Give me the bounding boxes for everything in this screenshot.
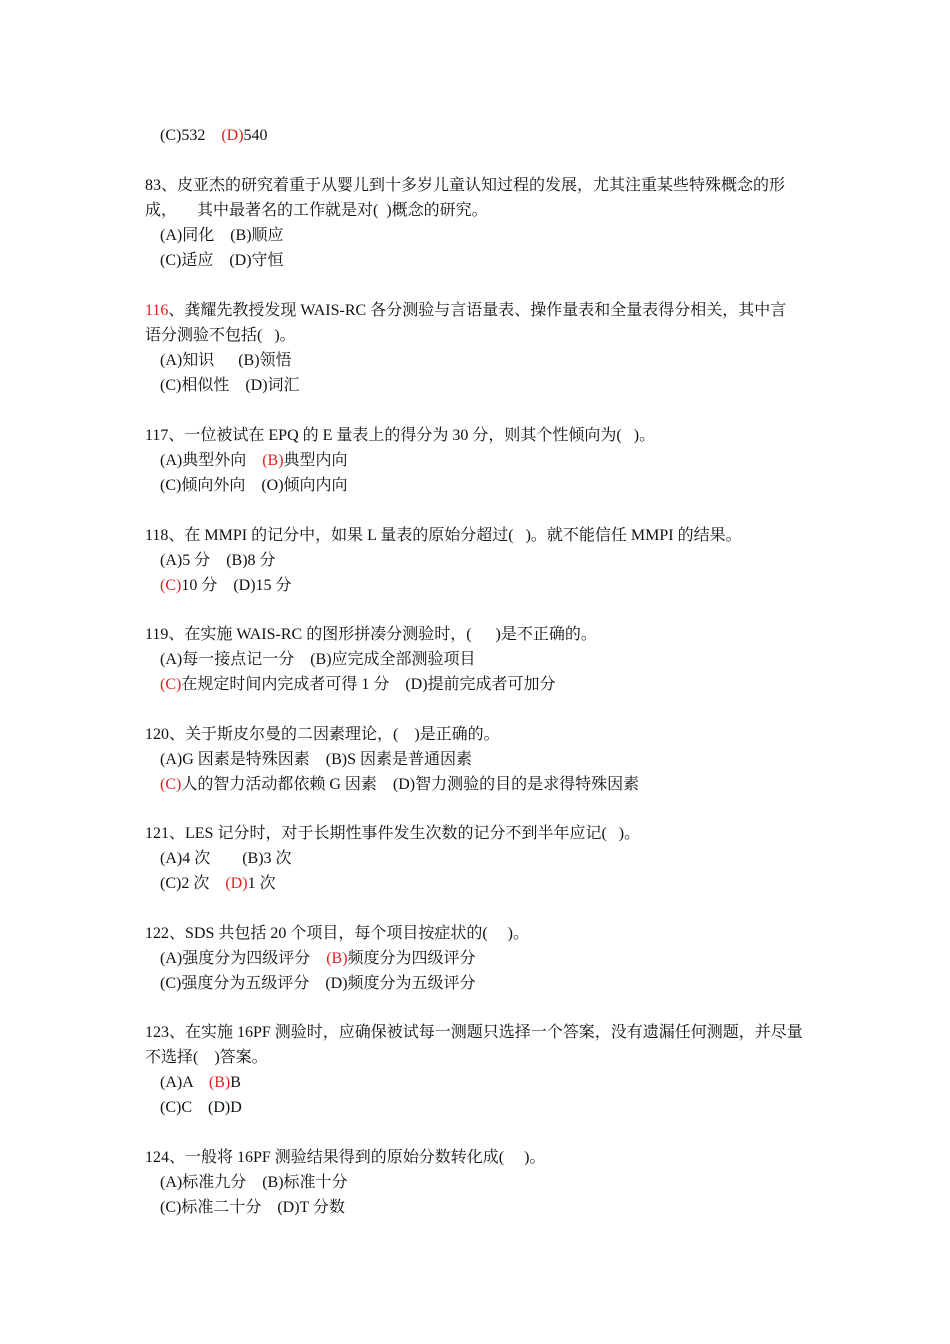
q83-option-c: (C)适应	[160, 252, 214, 269]
q120-options-cd	[160, 775, 639, 795]
q118-option-d: (D)15 分	[233, 577, 292, 594]
q124-option-d: (D)T 分数	[277, 1199, 346, 1216]
q124-options-ab	[160, 1173, 348, 1193]
q119-question: 119、在实施 WAIS-RC 的图形拼凑分测验时，( )是不正确的。	[145, 626, 597, 643]
q83-question-line2: 成， 其中最著名的工作就是对( )概念的研究。	[145, 202, 488, 219]
q124-options-cd	[160, 1198, 345, 1218]
q119-option-c-key: (C)	[160, 676, 182, 693]
q123-question-line2: 不选择( )答案。	[145, 1049, 268, 1066]
q123-option-d: (D)D	[208, 1099, 242, 1116]
q124-option-a: (A)标准九分	[160, 1174, 247, 1191]
q118-option-c-text: 10 分	[181, 577, 218, 594]
q116-option-d: (D)词汇	[245, 377, 300, 394]
q118-option-c-key: (C)	[160, 577, 182, 594]
q124-option-c: (C)标准二十分	[160, 1199, 262, 1216]
q122-option-b-key: (B)	[326, 950, 348, 967]
q83-option-b: (B)顺应	[230, 227, 284, 244]
q122-options-ab	[160, 949, 476, 969]
q122-option-c: (C)强度分为五级评分	[160, 975, 310, 992]
q121-question: 121、LES 记分时，对于长期性事件发生次数的记分不到半年应记( )。	[145, 825, 641, 842]
q117-option-c: (C)倾向外向	[160, 477, 246, 494]
q82-options-cd	[160, 126, 268, 146]
q82-option-d-text: 540	[243, 127, 268, 144]
q118-option-a: (A)5 分	[160, 552, 211, 569]
q116-number: 116	[145, 302, 169, 319]
q119-option-c-text: 在规定时间内完成者可得 1 分	[181, 676, 390, 693]
q122-options-cd	[160, 974, 476, 994]
q83-option-a: (A)同化	[160, 227, 215, 244]
q117-options-ab	[160, 451, 348, 471]
q122-option-d: (D)频度分为五级评分	[325, 975, 476, 992]
q120-option-d: (D)智力测验的目的是求得特殊因素	[392, 776, 640, 793]
q122-option-b-text: 频度分为四级评分	[347, 950, 476, 967]
q121-options-cd	[160, 874, 276, 894]
q117-option-d: (O)倾向内向	[261, 477, 348, 494]
q121-option-a: (A)4 次	[160, 850, 211, 867]
q116-options-ab	[160, 351, 292, 371]
q119-option-b: (B)应完成全部测验项目	[310, 651, 476, 668]
q123-option-a: (A)A	[160, 1074, 193, 1091]
q117-option-a: (A)典型外向	[160, 452, 247, 469]
q124-option-b: (B)标准十分	[262, 1174, 348, 1191]
q122-option-a: (A)强度分为四级评分	[160, 950, 311, 967]
q119-option-d: (D)提前完成者可加分	[405, 676, 556, 693]
q119-options-ab	[160, 650, 476, 670]
q123-option-b-key: (B)	[208, 1074, 231, 1091]
q120-options-ab	[160, 750, 472, 770]
q116-line1-text: 、龚耀先教授发现 WAIS-RC 各分测验与言语量表、操作量表和全量表得分相关，其中言	[168, 302, 787, 319]
q120-question: 120、关于斯皮尔曼的二因素理论，( )是正确的。	[145, 726, 500, 743]
q117-question: 117、一位被试在 EPQ 的 E 量表上的得分为 30 分，则其个性倾向为( )。	[145, 427, 656, 444]
q120-option-c-key: (C)	[160, 776, 182, 793]
q117-options-cd	[160, 476, 348, 496]
q83-option-d: (D)守恒	[229, 252, 284, 269]
q116-option-a: (A)知识	[160, 352, 215, 369]
q121-option-c: (C)2 次	[160, 875, 210, 892]
q116-question-line1	[145, 301, 786, 321]
q121-options-ab	[160, 849, 292, 869]
q121-option-b: (B)3 次	[242, 850, 292, 867]
q116-options-cd	[160, 376, 300, 396]
q120-option-b: (B)S 因素是普通因素	[325, 751, 473, 768]
q121-option-d-key: (D)	[225, 875, 248, 892]
q82-option-d-key: (D)	[221, 127, 244, 144]
q83-question-line1: 83、皮亚杰的研究着重于从婴儿到十多岁儿童认知过程的发展，尤其注重某些特殊概念的形	[145, 177, 786, 194]
q121-option-d-text: 1 次	[247, 875, 276, 892]
q123-options-ab	[160, 1073, 241, 1093]
q116-question-line2: 语分测验不包括( )。	[145, 327, 296, 344]
q118-question: 118、在 MMPI 的记分中，如果 L 量表的原始分超过( )。就不能信任 MMPI 的结果。	[145, 527, 742, 544]
q120-option-a: (A)G 因素是特殊因素	[160, 751, 310, 768]
q123-option-c: (C)C	[160, 1099, 192, 1116]
q123-question-line1: 123、在实施 16PF 测验时，应确保被试每一测题只选择一个答案，没有遗漏任何测题，并尽量	[145, 1024, 803, 1041]
q117-option-b-text: 典型内向	[283, 452, 348, 469]
q120-option-c-text: 人的智力活动都依赖 G 因素	[181, 776, 377, 793]
q116-option-b: (B)领悟	[238, 352, 292, 369]
q83-options-cd	[160, 251, 284, 271]
q116-option-c: (C)相似性	[160, 377, 230, 394]
q82-option-c: (C)532	[160, 127, 206, 144]
q123-option-b-text: B	[230, 1074, 241, 1091]
q117-option-b-key: (B)	[262, 452, 284, 469]
q119-options-cd	[160, 675, 556, 695]
q118-options-cd	[160, 576, 292, 596]
q122-question: 122、SDS 共包括 20 个项目，每个项目按症状的( )。	[145, 925, 530, 942]
q124-question: 124、一般将 16PF 测验结果得到的原始分数转化成( )。	[145, 1149, 546, 1166]
q118-option-b: (B)8 分	[226, 552, 276, 569]
q118-options-ab	[160, 551, 276, 571]
q123-options-cd	[160, 1098, 242, 1118]
q83-options-ab	[160, 226, 284, 246]
q119-option-a: (A)每一接点记一分	[160, 651, 295, 668]
